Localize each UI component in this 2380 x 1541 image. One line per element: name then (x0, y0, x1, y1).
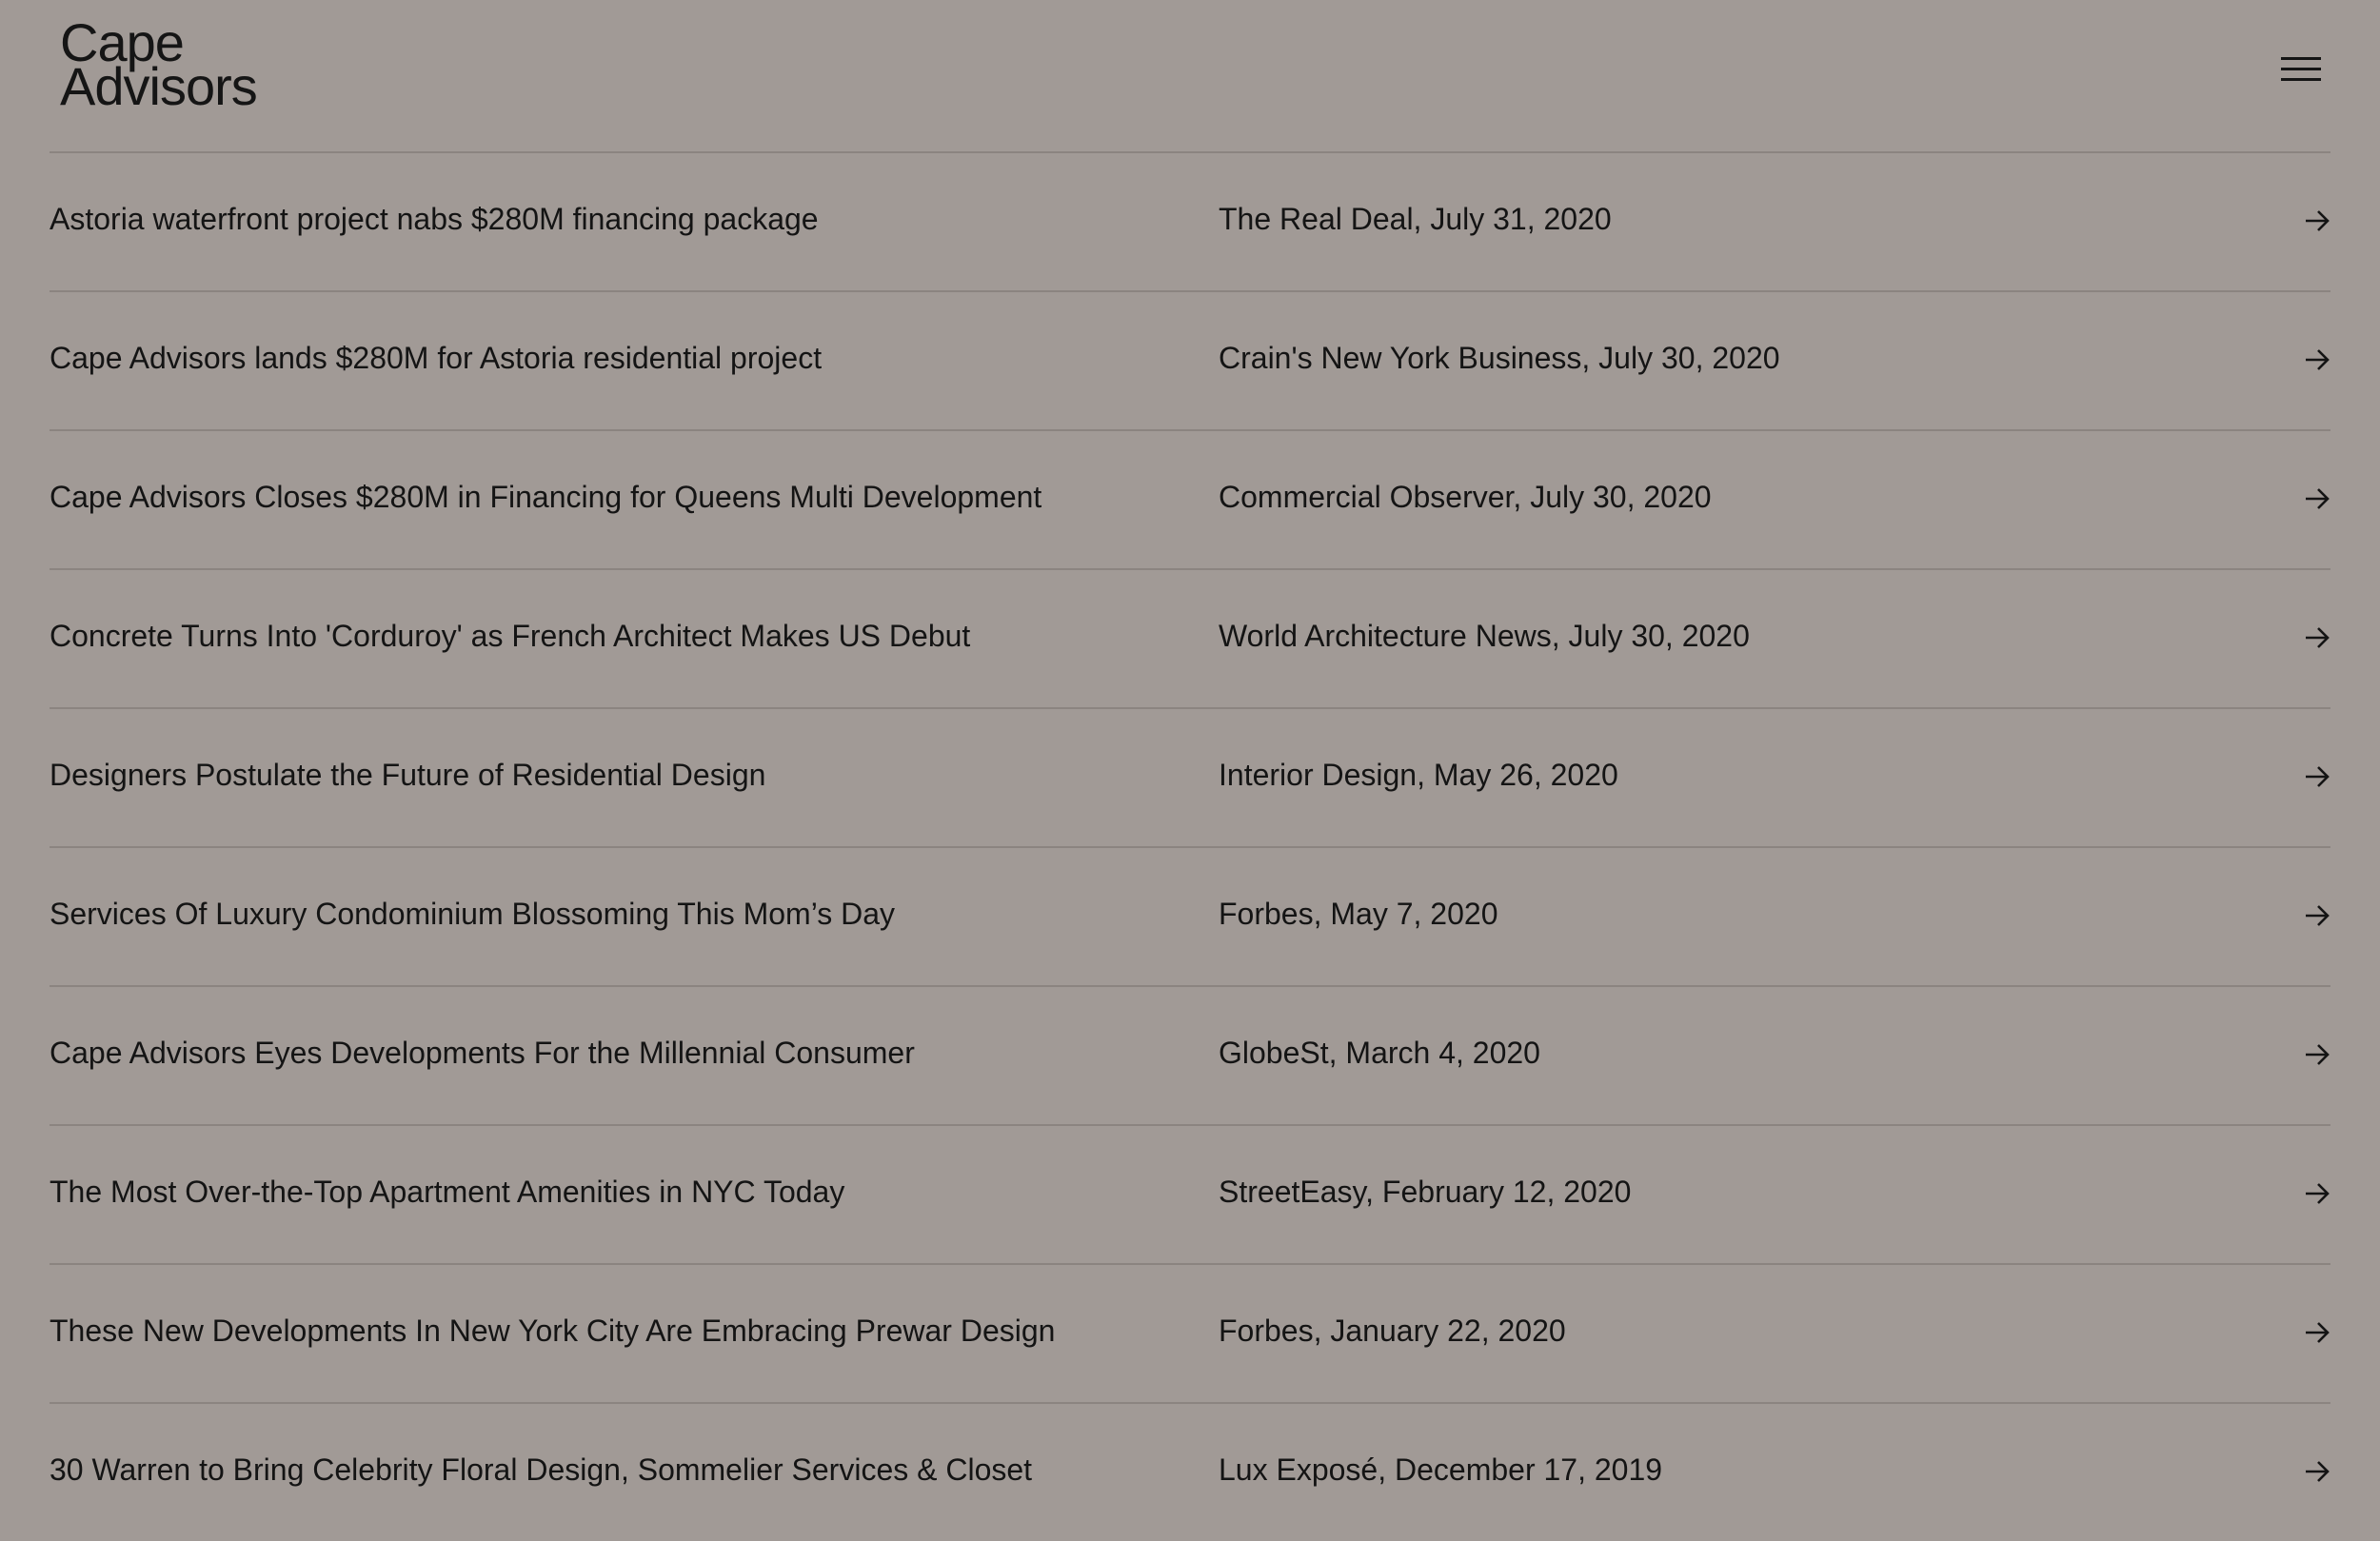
press-item-title: Astoria waterfront project nabs $280M financing package (50, 202, 819, 236)
press-item[interactable] (50, 707, 2330, 846)
arrow-right-icon[interactable] (2304, 1459, 2330, 1484)
arrow-right-icon[interactable] (2304, 903, 2330, 928)
press-list (50, 151, 2330, 1541)
arrow-right-icon[interactable] (2304, 1181, 2330, 1206)
press-item[interactable] (50, 151, 2330, 290)
press-item-source: StreetEasy, February 12, 2020 (1219, 1175, 1632, 1209)
press-item-title: Cape Advisors Eyes Developments For the Millennial Consumer (50, 1036, 915, 1070)
press-item[interactable] (50, 985, 2330, 1124)
arrow-right-icon[interactable] (2304, 486, 2330, 511)
press-item-title: The Most Over-the-Top Apartment Amenities in NYC Today (50, 1175, 845, 1209)
press-item[interactable] (50, 290, 2330, 429)
press-item-title: These New Developments In New York City Are Embracing Prewar Design (50, 1314, 1056, 1348)
press-item-title: Cape Advisors lands $280M for Astoria residential project (50, 341, 823, 375)
logo-line-2: Advisors (60, 56, 257, 116)
press-item-title: Cape Advisors Closes $280M in Financing for Queens Multi Development (50, 480, 1042, 514)
press-item-title: Designers Postulate the Future of Residential Design (50, 758, 766, 792)
hamburger-menu-icon[interactable] (2273, 49, 2330, 88)
arrow-right-icon[interactable] (2304, 208, 2330, 233)
press-item-source: World Architecture News, July 30, 2020 (1219, 619, 1750, 653)
site-header (0, 0, 2380, 152)
press-item[interactable] (50, 1263, 2330, 1402)
menu-bar-middle (2281, 68, 2321, 70)
press-item-title: 30 Warren to Bring Celebrity Floral Design, Sommelier Services & Closet (50, 1452, 1033, 1487)
logo-line-1: Cape (60, 12, 184, 72)
arrow-right-icon[interactable] (2304, 1042, 2330, 1067)
press-item-source: Crain's New York Business, July 30, 2020 (1219, 341, 1780, 375)
press-item[interactable] (50, 1402, 2330, 1541)
press-item[interactable] (50, 568, 2330, 707)
arrow-right-icon[interactable] (2304, 347, 2330, 372)
press-item-source: Interior Design, May 26, 2020 (1219, 758, 1618, 792)
arrow-right-icon[interactable] (2304, 625, 2330, 650)
press-item[interactable] (50, 846, 2330, 985)
press-item-title: Services Of Luxury Condominium Blossoming This Mom’s Day (50, 897, 896, 931)
press-item-source: The Real Deal, July 31, 2020 (1219, 202, 1612, 236)
press-item[interactable] (50, 1124, 2330, 1263)
arrow-right-icon[interactable] (2304, 764, 2330, 789)
press-item-source: Forbes, January 22, 2020 (1219, 1314, 1566, 1348)
press-item[interactable] (50, 429, 2330, 568)
menu-bar-bottom (2281, 78, 2321, 81)
logo[interactable] (60, 12, 257, 116)
menu-bar-top (2281, 57, 2321, 60)
press-item-source: Forbes, May 7, 2020 (1219, 897, 1498, 931)
press-item-title: Concrete Turns Into 'Corduroy' as French Architect Makes US Debut (50, 619, 971, 653)
arrow-right-icon[interactable] (2304, 1320, 2330, 1345)
press-item-source: Lux Exposé, December 17, 2019 (1219, 1452, 1663, 1487)
press-item-source: Commercial Observer, July 30, 2020 (1219, 480, 1712, 514)
press-item-source: GlobeSt, March 4, 2020 (1219, 1036, 1540, 1070)
